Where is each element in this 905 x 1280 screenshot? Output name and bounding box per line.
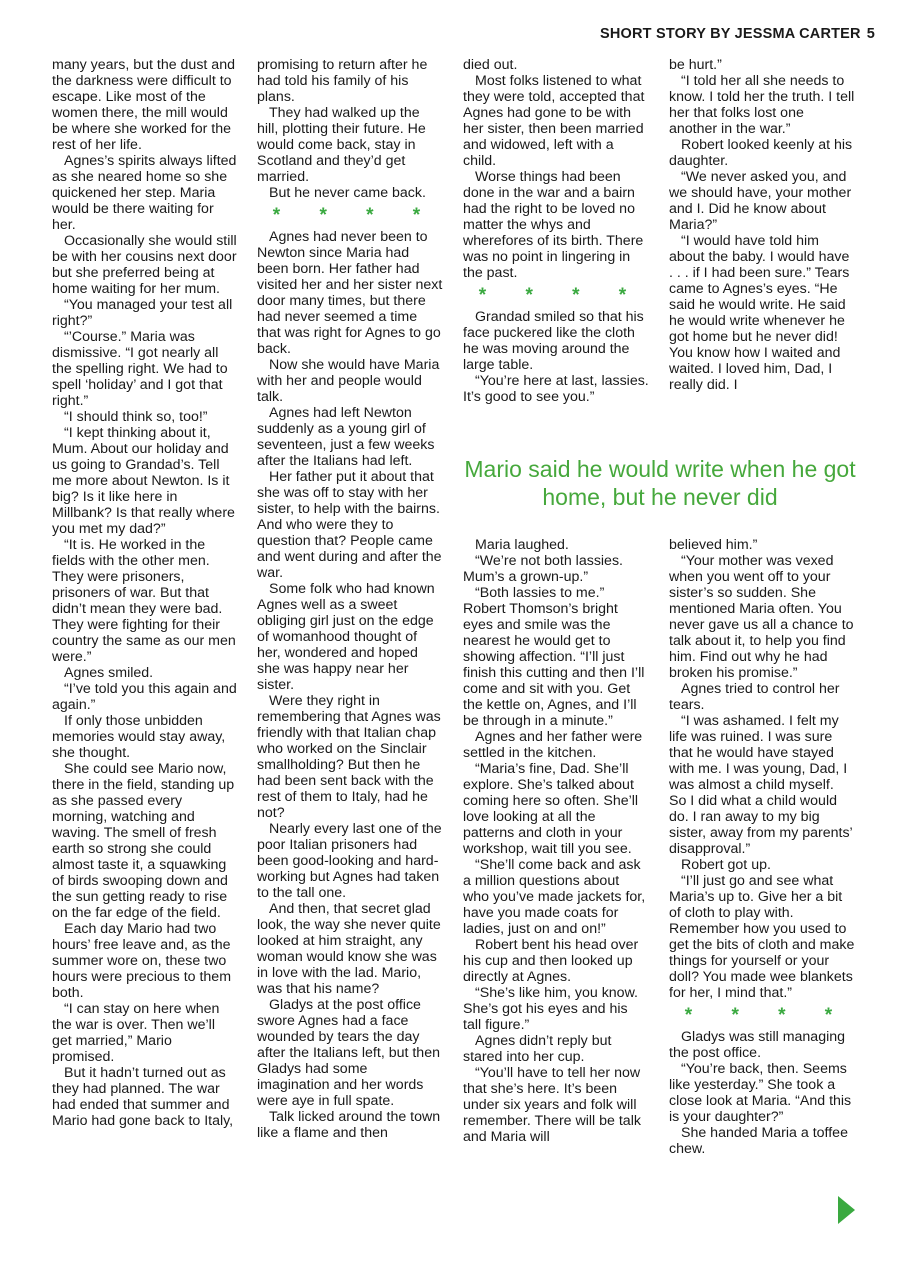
paragraph: Occasionally she would still be with her cousins next door but she preferred being at home waiting for her mum.: [52, 233, 237, 297]
pull-quote: Mario said he would write when he got home, but he never did: [464, 456, 856, 510]
paragraph: Agnes had never been to Newton since Maria had been born. Her father had visited her and her sister next door many times, but there had never seemed a time that was right for Agnes to go back.: [257, 229, 443, 357]
paragraph: “I kept thinking about it, Mum. About our holiday and us going to Grandad’s. Tell me more about Newton. Is it big? Is it like here in Millbank? Is that really where you met my dad?”: [52, 425, 235, 537]
paragraph: Agnes’s spirits always lifted as she neared home so she quickened her step. Maria would be there waiting for her.: [52, 153, 237, 233]
paragraph: “I should think so, too!”: [64, 409, 208, 425]
paragraph: died out.: [463, 57, 518, 73]
paragraph: Agnes tried to control her tears.: [669, 681, 840, 713]
paragraph: believed him.”: [669, 537, 758, 553]
paragraph: “I was ashamed. I felt my life was ruined. I was sure that he would have stayed with me. I was young, Dad, I was almost a child myself. So I did what a child would do. I ran away to my big sister, away from my parents’ disapproval.”: [669, 713, 853, 857]
paragraph: “You’ll have to tell her now that she’s here. It’s been under six years and folk will remember. There will be talk and Maria will: [463, 1065, 641, 1145]
paragraph: Were they right in remembering that Agnes was friendly with that Italian chap who worked on the Sinclair smallholding? But then he had been sent back with the rest of them to Italy, had he not?: [257, 693, 441, 821]
column-1: [52, 57, 238, 1129]
paragraph: Each day Mario had two hours’ free leave and, as the summer wore on, these two hours were precious to them both.: [52, 921, 232, 1001]
paragraph: Worse things had been done in the war and a bairn had the right to be loved no matter the whys and wherefores of its birth. There was no point in lingering in the past.: [463, 169, 644, 281]
paragraph: “I would have told him about the baby. I would have . . . if I had been sure.” Tears came to Agnes’s eyes. “He said he would write. He said he would write whenever he got home but he never did! You know how I waited and waited. I loved him, Dad, I really did. I: [669, 233, 850, 393]
paragraph: Agnes and her father were settled in the kitchen.: [463, 729, 643, 761]
paragraph: “We’re not both lassies. Mum’s a grown-up.”: [463, 553, 623, 585]
paragraph: “It is. He worked in the fields with the other men. They were prisoners, prisoners of war. But that didn’t mean they were bad. They were fighting for their country the same as our men were.”: [52, 537, 236, 665]
paragraph: be hurt.”: [669, 57, 722, 73]
paragraph: Now she would have Maria with her and people would talk.: [257, 357, 440, 405]
column-6: [669, 537, 855, 1157]
paragraph: “I’ve told you this again and again.”: [52, 681, 237, 713]
paragraph: “Your mother was vexed when you went off to your sister’s so sudden. She mentioned Maria often. You never gave us all a chance to talk about it, to help you find him. Find out why he had broken his promise.”: [669, 553, 854, 681]
paragraph: She handed Maria a toffee chew.: [669, 1125, 848, 1157]
paragraph: “You managed your test all right?”: [52, 297, 233, 329]
paragraph: “We never asked you, and we should have, your mother and I. Did he know about Maria?”: [669, 169, 852, 233]
paragraph: But it hadn’t turned out as they had planned. The war had ended that summer and Mario had gone back to Italy,: [52, 1065, 234, 1129]
story-byline: SHORT STORY BY JESSMA CARTER: [599, 26, 861, 42]
paragraph: Her father put it about that she was off to stay with her sister, to help with the bairns. And who were they to question that? People came and went during and after the war.: [257, 469, 442, 581]
paragraph: If only those unbidden memories would stay away, she thought.: [52, 713, 226, 761]
paragraph: “Both lassies to me.” Robert Thomson’s bright eyes and smile was the nearest he would get to showing affection. “I’ll just finish this cutting and then I’ll come and sit with you. Get the kettle on, Agnes, and I’ll be through in a minute.”: [463, 585, 645, 729]
paragraph: Grandad smiled so that his face puckered like the cloth he was moving around the large table.: [463, 309, 644, 373]
paragraph: “She’s like him, you know. She’s got his eyes and his tall figure.”: [463, 985, 638, 1033]
paragraph: “She’ll come back and ask a million questions about who you’ve made jackets for, have you made coats for ladies, just on and on!”: [463, 857, 646, 937]
paragraph: “I can stay on here when the war is over. Then we’ll get married,” Mario promised.: [52, 1001, 220, 1065]
continue-arrow-icon: [838, 1196, 855, 1224]
paragraph: Agnes didn’t reply but stared into her cup.: [463, 1033, 612, 1065]
paragraph: promising to return after he had told his family of his plans.: [257, 57, 428, 105]
paragraph: “’Course.” Maria was dismissive. “I got nearly all the spelling right. We had to spell ‘holiday’ and I got that right.”: [52, 329, 228, 409]
paragraph: “I told her all she needs to know. I told her the truth. I tell her that folks lost one another in the war.”: [669, 73, 855, 137]
paragraph: Nearly every last one of the poor Italian prisoners had been good-looking and hard-working but Agnes had taken to the tall one.: [257, 821, 442, 901]
column-4: [669, 57, 855, 393]
paragraph: They had walked up the hill, plotting their future. He would come back, stay in Scotland and they’d get married.: [257, 105, 426, 185]
paragraph: Talk licked around the town like a flame and then: [257, 1109, 441, 1141]
paragraph: Some folk who had known Agnes well as a sweet obliging girl just on the edge of womanhood thought of her, wondered and hoped she was happy near her sister.: [257, 581, 435, 693]
column-3: [463, 57, 649, 405]
paragraph: Gladys at the post office swore Agnes had a face wounded by tears the day after the Italians left, but then Gladys had some imagination and her words were aye in full spate.: [257, 997, 440, 1109]
section-divider: * * * *: [272, 205, 438, 226]
paragraph: “You’re back, then. Seems like yesterday.” She took a close look at Maria. “And this is your daughter?”: [669, 1061, 852, 1125]
paragraph: Most folks listened to what they were told, accepted that Agnes had gone to be with her sister, then been married and widowed, left with a child.: [463, 73, 645, 169]
paragraph: Gladys was still managing the post office.: [669, 1029, 846, 1061]
page-header: [600, 26, 875, 42]
paragraph: And then, that secret glad look, the way she never quite looked at him straight, any woman would know she was in love with the lad. Mario, was that his name?: [257, 901, 441, 997]
paragraph: Agnes smiled.: [64, 665, 154, 681]
paragraph: Robert got up.: [681, 857, 771, 873]
column-2: [257, 57, 443, 1141]
paragraph: Robert bent his head over his cup and then looked up directly at Agnes.: [463, 937, 639, 985]
section-divider: * * * *: [478, 285, 644, 306]
paragraph: “Maria’s fine, Dad. She’ll explore. She’s talked about coming here so often. She’ll love looking at all the patterns and cloth in your workshop, wait till you see.: [463, 761, 639, 857]
paragraph: “You’re here at last, lassies. It’s good to see you.”: [463, 373, 649, 405]
paragraph: But he never came back.: [269, 185, 426, 201]
page-number: 5: [866, 26, 875, 42]
paragraph: Robert looked keenly at his daughter.: [669, 137, 853, 169]
paragraph: She could see Mario now, there in the field, standing up as she passed every morning, watching and waving. The smell of fresh earth so strong she could almost taste it, a squawking of birds swooping down and the sun getting ready to rise on the far edge of the field.: [52, 761, 235, 921]
paragraph: “I’ll just go and see what Maria’s up to. Give her a bit of cloth to play with. Remember how you used to get the bits of cloth and make things for yourself or your doll? You made wee blankets for her, I mind that.”: [669, 873, 855, 1001]
paragraph: Maria laughed.: [475, 537, 569, 553]
paragraph: Agnes had left Newton suddenly as a young girl of seventeen, just a few weeks after the Italians had left.: [257, 405, 435, 469]
paragraph: many years, but the dust and the darkness were difficult to escape. Like most of the women there, the mill would be where she worked for the rest of her life.: [52, 57, 235, 153]
section-divider: * * * *: [684, 1005, 850, 1026]
column-5: [463, 537, 649, 1145]
